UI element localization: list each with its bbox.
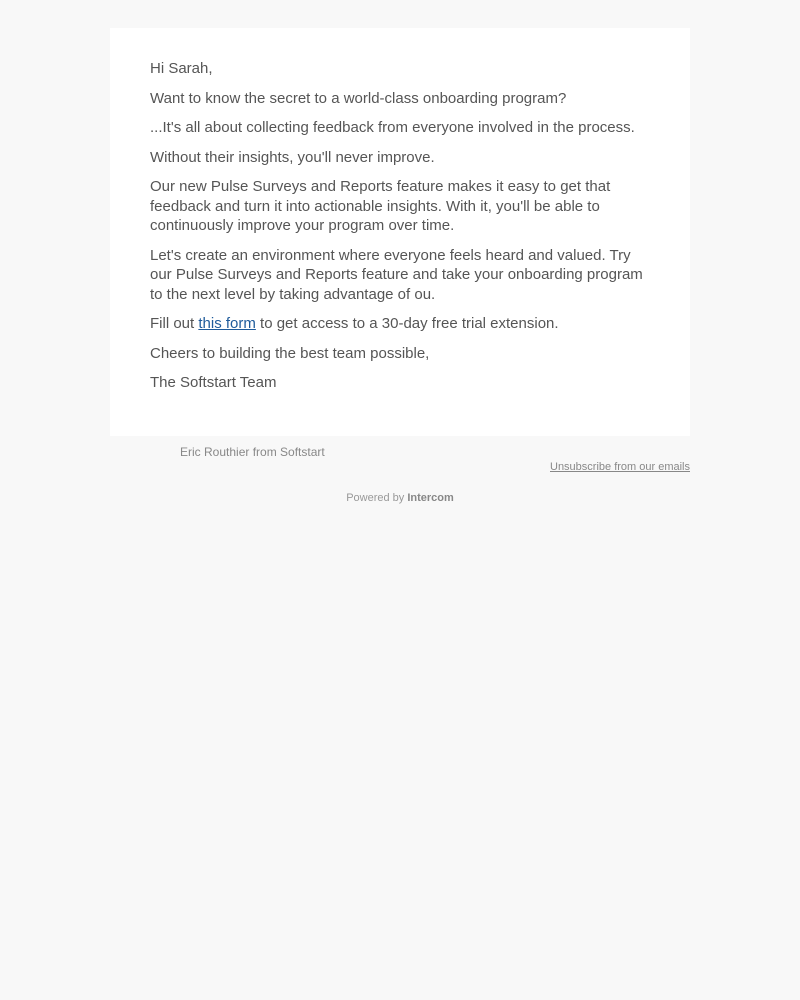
email-body bbox=[110, 28, 690, 436]
paragraph-3: Without their insights, you'll never improve. bbox=[150, 148, 435, 166]
closing: Cheers to building the best team possible, bbox=[150, 344, 430, 362]
cta-suffix: to get access to a 30-day free trial extension. bbox=[255, 315, 559, 332]
intercom-brand[interactable]: Intercom bbox=[407, 492, 454, 504]
cta-prefix: Fill out bbox=[150, 315, 199, 332]
powered-by bbox=[0, 492, 800, 504]
greeting: Hi Sarah, bbox=[150, 60, 213, 77]
sender-line: Eric Routhier from Softstart bbox=[180, 445, 325, 459]
paragraph-5: Let's create an environment where everyone feels heard and valued. Try our Pulse Surveys and Reports feature and take your onboarding program to the next level by taking advantage of ou. bbox=[150, 246, 643, 303]
unsubscribe-link[interactable]: Unsubscribe from our emails bbox=[550, 461, 690, 473]
paragraph-4: Our new Pulse Surveys and Reports feature makes it easy to get that feedback and turn it into actionable insights. With it, you'll be able to continuously improve your program over time. bbox=[150, 178, 611, 234]
powered-prefix: Powered by bbox=[346, 492, 408, 504]
paragraph-2: ...It's all about collecting feedback from everyone involved in the process. bbox=[150, 119, 635, 136]
this-form-link[interactable]: this form bbox=[198, 315, 256, 332]
signature: The Softstart Team bbox=[150, 374, 277, 391]
cta-paragraph bbox=[150, 314, 650, 334]
paragraph-1: Want to know the secret to a world-class onboarding program? bbox=[150, 89, 567, 107]
